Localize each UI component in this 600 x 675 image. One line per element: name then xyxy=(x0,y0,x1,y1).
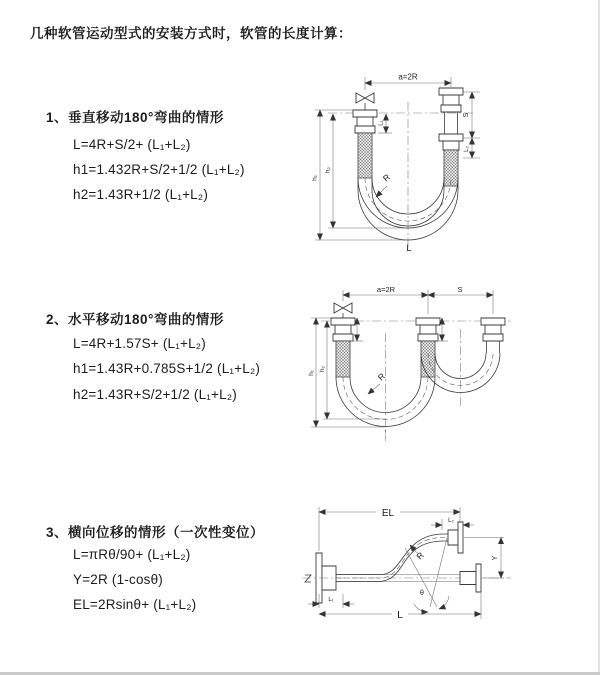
section-3-formula-el: EL=2Rsinθ+ (L₁+L₂) xyxy=(73,597,197,612)
dim-label-h1: h₁ xyxy=(308,370,315,376)
section-3-heading: 3、横向位移的情形（一次性变位） xyxy=(46,525,265,540)
dim-label-a2r: a=2R xyxy=(398,72,418,82)
dim-label-h2: h₂ xyxy=(319,365,326,373)
dim-label-a2r: a=2R xyxy=(376,285,396,294)
radius-label: R xyxy=(375,370,387,383)
section-1-formula-h2: h2=1.43R+1/2 (L₁+L₂) xyxy=(73,187,209,202)
diagram-vertical-bend xyxy=(306,66,591,266)
dim-label-l2: L₂ xyxy=(448,518,454,524)
dim-label-y: Y xyxy=(492,555,499,561)
section-2-formula-h2: h2=1.43R+S/2+1/2 (L₁+L₂) xyxy=(73,387,237,402)
section-2-formula-h1: h1=1.43R+0.785S+1/2 (L₁+L₂) xyxy=(73,361,261,376)
diagram-horizontal-bend xyxy=(306,281,566,461)
dim-label-s: S xyxy=(463,112,470,118)
section-2-formula-l: L=4R+1.57S+ (L₁+L₂) xyxy=(73,336,206,351)
section-1-heading: 1、垂直移动180°弯曲的情形 xyxy=(46,110,224,125)
diagram-lateral-displacement xyxy=(296,496,596,656)
section-1-formula-l: L=4R+S/2+ (L₁+L₂) xyxy=(73,137,191,152)
valve-icon xyxy=(356,93,374,103)
length-label: L xyxy=(397,609,403,621)
page-title: 几种软管运动型式的安装方式时，软管的长度计算： xyxy=(30,26,352,41)
section-1-formula-h1: h1=1.432R+S/2+1/2 (L₁+L₂) xyxy=(73,162,245,177)
radius-label: R xyxy=(380,171,392,184)
section-3-formula-y: Y=2R (1-cosθ) xyxy=(73,572,164,587)
section-3-formula-l: L=πRθ/90+ (L₁+L₂) xyxy=(73,547,191,562)
dim-label-h2: h₂ xyxy=(324,166,332,174)
section-2-heading: 2、水平移动180°弯曲的情形 xyxy=(46,312,224,327)
dim-label-s: S xyxy=(457,285,463,294)
angle-label: θ xyxy=(420,590,424,597)
dim-label-l2: L₂ xyxy=(464,146,470,152)
dim-label-h1: h₁ xyxy=(311,175,319,181)
radius-label: R xyxy=(414,550,426,562)
dim-label-l1: L₁ xyxy=(378,120,385,126)
dim-label-l1: L₁ xyxy=(328,597,334,603)
length-label: L xyxy=(406,243,412,254)
dim-label-el: EL xyxy=(381,508,395,519)
break-mark xyxy=(305,575,311,582)
valve-icon xyxy=(334,303,352,313)
